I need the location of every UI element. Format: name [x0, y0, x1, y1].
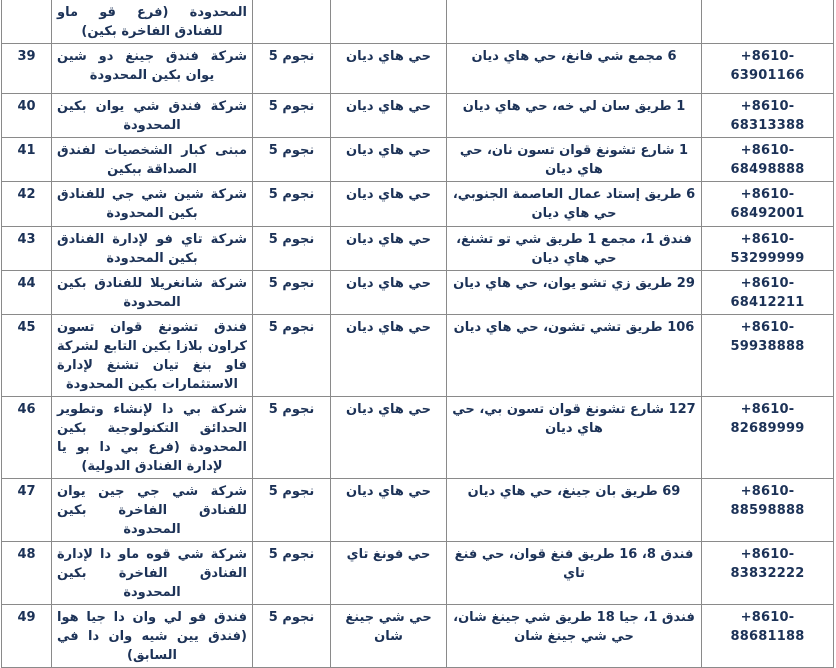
row-number-cell: 48 [2, 542, 52, 605]
row-number-cell: 44 [2, 271, 52, 315]
district-cell: حي هاي ديان [331, 227, 447, 271]
district-cell: حي هاي ديان [331, 479, 447, 542]
table-row [2, 315, 834, 397]
table-row [2, 0, 834, 44]
star-rating-cell: 5 نجوم [253, 44, 331, 94]
phone-cell: +8610-68498888 [702, 138, 834, 182]
hotels-table-body [2, 0, 834, 668]
star-rating-cell: 5 نجوم [253, 182, 331, 227]
phone-cell: +8610-68313388 [702, 94, 834, 138]
address-cell: 106 طريق تشي تشون، حي هاي ديان [447, 315, 702, 397]
district-cell: حي فونغ تاي [331, 542, 447, 605]
district-cell: حي هاي ديان [331, 182, 447, 227]
company-name-cell: شركة شانغريلا للفنادق بكين المحدودة [52, 271, 253, 315]
star-rating-cell: 5 نجوم [253, 94, 331, 138]
row-number-cell: 49 [2, 605, 52, 668]
table-row [2, 542, 834, 605]
company-name-cell: شركة شين شي جي للفنادق بكين المحدودة [52, 182, 253, 227]
row-number-cell: 42 [2, 182, 52, 227]
company-name-cell: مبنى كبار الشخصيات لفندق الصداقة ببكين [52, 138, 253, 182]
address-cell: 1 طريق سان لي خه، حي هاي ديان [447, 94, 702, 138]
star-rating-cell: 5 نجوم [253, 138, 331, 182]
row-number-cell: 46 [2, 397, 52, 479]
phone-cell: +8610-68412211 [702, 271, 834, 315]
district-cell: حي هاي ديان [331, 138, 447, 182]
row-number-cell: 40 [2, 94, 52, 138]
phone-cell: +8610-83832222 [702, 542, 834, 605]
star-rating-cell: 5 نجوم [253, 271, 331, 315]
row-number-cell: 41 [2, 138, 52, 182]
company-name-cell: شركة بي دا لإنشاء وتطوير الحدائق التكنولوجية بكين المحدودة (فرع بي دا بو يا لإدارة الفنادق الدولية) [52, 397, 253, 479]
address-cell: فندق 1، جيا 18 طريق شي جينغ شان، حي شي جينغ شان [447, 605, 702, 668]
table-row [2, 138, 834, 182]
company-name-cell: شركة فندق شي يوان بكين المحدودة [52, 94, 253, 138]
star-rating-cell: 5 نجوم [253, 479, 331, 542]
star-rating-cell: 5 نجوم [253, 315, 331, 397]
table-row [2, 227, 834, 271]
address-cell: 1 شارع تشونغ قوان تسون نان، حي هاي ديان [447, 138, 702, 182]
star-rating-cell: 5 نجوم [253, 542, 331, 605]
address-cell: فندق 1، مجمع 1 طريق شي تو تشنغ، حي هاي ديان [447, 227, 702, 271]
address-cell: فندق 8، 16 طريق فنغ قوان، حي فنغ تاي [447, 542, 702, 605]
phone-cell: +8610-88598888 [702, 479, 834, 542]
address-cell: 6 مجمع شي فانغ، حي هاي ديان [447, 44, 702, 94]
row-number-cell: 43 [2, 227, 52, 271]
district-cell: حي هاي ديان [331, 397, 447, 479]
phone-cell: +8610-59938888 [702, 315, 834, 397]
district-cell: حي هاي ديان [331, 94, 447, 138]
phone-cell: +8610-53299999 [702, 227, 834, 271]
district-cell [331, 0, 447, 44]
phone-cell: +8610-82689999 [702, 397, 834, 479]
company-name-cell: فندق فو لي وان دا جيا هوا (فندق يين شيه وان دا في السابق) [52, 605, 253, 668]
address-cell: 127 شارع تشونغ قوان تسون بي، حي هاي ديان [447, 397, 702, 479]
district-cell: حي هاي ديان [331, 271, 447, 315]
star-rating-cell: 5 نجوم [253, 397, 331, 479]
company-name-cell: شركة شي جي جين يوان للفنادق الفاخرة بكين المحدودة [52, 479, 253, 542]
row-number-cell [2, 0, 52, 44]
star-rating-cell: 5 نجوم [253, 227, 331, 271]
phone-cell [702, 0, 834, 44]
star-rating-cell: 5 نجوم [253, 605, 331, 668]
row-number-cell: 45 [2, 315, 52, 397]
address-cell [447, 0, 702, 44]
district-cell: حي شي جينغ شان [331, 605, 447, 668]
table-row [2, 182, 834, 227]
address-cell: 6 طريق إستاد عمال العاصمة الجنوبي، حي هاي ديان [447, 182, 702, 227]
company-name-cell: المحدودة (فرع قو ماو للفنادق الفاخرة بكين) [52, 0, 253, 44]
address-cell: 29 طريق زي تشو يوان، حي هاي ديان [447, 271, 702, 315]
district-cell: حي هاي ديان [331, 44, 447, 94]
table-row [2, 271, 834, 315]
district-cell: حي هاي ديان [331, 315, 447, 397]
table-row [2, 605, 834, 668]
table-row [2, 397, 834, 479]
row-number-cell: 47 [2, 479, 52, 542]
company-name-cell: شركة شي قوه ماو دا لإدارة الفنادق الفاخرة بكين المحدودة [52, 542, 253, 605]
star-rating-cell [253, 0, 331, 44]
address-cell: 69 طريق بان جينغ، حي هاي ديان [447, 479, 702, 542]
table-row [2, 94, 834, 138]
phone-cell: +8610-88681188 [702, 605, 834, 668]
table-row [2, 44, 834, 94]
company-name-cell: شركة فندق جينغ دو شين يوان بكين المحدودة [52, 44, 253, 94]
company-name-cell: فندق تشونغ قوان تسون كراون بلازا بكين التابع لشركة فاو بنغ تيان تشنغ لإدارة الاستثمارات بكين المحدودة [52, 315, 253, 397]
phone-cell: +8610-68492001 [702, 182, 834, 227]
hotels-table [1, 0, 834, 668]
table-row [2, 479, 834, 542]
company-name-cell: شركة تاي فو لإدارة الفنادق بكين المحدودة [52, 227, 253, 271]
phone-cell: +8610-63901166 [702, 44, 834, 94]
row-number-cell: 39 [2, 44, 52, 94]
